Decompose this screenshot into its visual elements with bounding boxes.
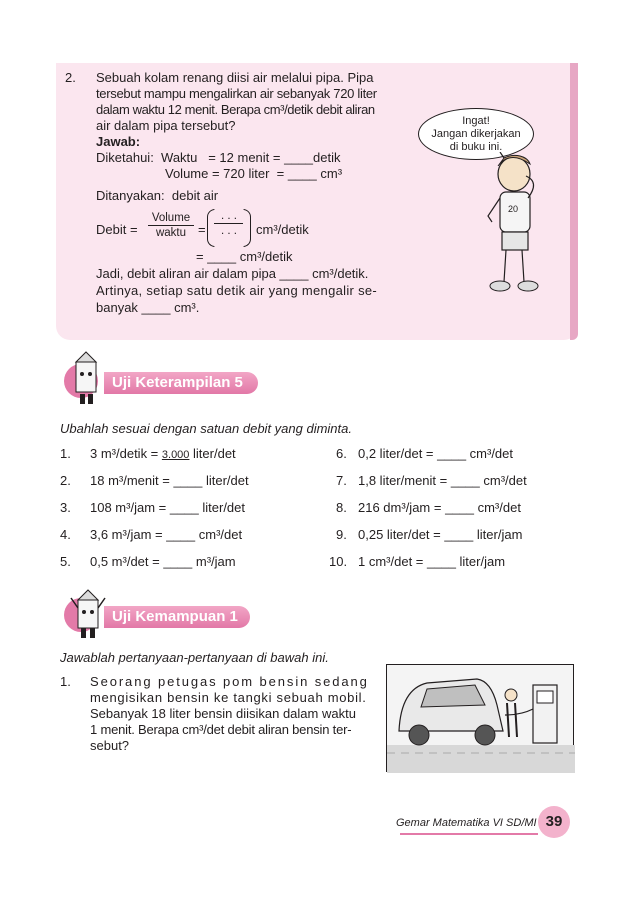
question-line: Seorang petugas pom bensin sedang <box>90 674 369 689</box>
exercise-item: 0,25 liter/det = ____ liter/jam <box>358 527 523 542</box>
example-answer: 3.000 <box>161 449 190 461</box>
exercise-item: 18 m³/menit = ____ liter/det <box>90 473 249 488</box>
debit-label: Debit = <box>96 222 138 237</box>
exercise-number: 2. <box>60 473 71 488</box>
fraction-denominator: waktu <box>155 227 187 239</box>
svg-text:20: 20 <box>508 204 519 214</box>
panel-edge <box>570 63 578 340</box>
exercise-number: 7. <box>336 473 347 488</box>
exercise-number: 10. <box>329 554 348 569</box>
gas-station-illustration <box>386 664 574 772</box>
question-line: Sebanyak 18 liter bensin diisikan dalam waktu <box>90 706 356 721</box>
unit-label: cm³/detik <box>256 222 309 237</box>
conclusion-line: Jadi, debit aliran air dalam pipa ____ cm³/detik. <box>96 266 369 281</box>
question-line: 1 menit. Berapa cm³/det debit aliran bensin ter- <box>90 722 352 737</box>
problem-number: 2. <box>65 70 76 85</box>
exercise-number: 5. <box>60 554 71 569</box>
exercise-item: 0,2 liter/det = ____ cm³/det <box>358 446 514 461</box>
volume-over-time-fraction <box>148 212 194 239</box>
robot-mascot-waving-icon <box>70 588 106 640</box>
exercise-number: 9. <box>336 527 347 542</box>
section-instruction: Jawablah pertanyaan-pertanyaan di bawah ini. <box>60 650 329 665</box>
exercise-number: 1. <box>60 446 71 461</box>
fraction-denominator: . . . <box>221 225 237 237</box>
exercise-item: 108 m³/jam = ____ liter/det <box>90 500 245 515</box>
question-number: 1. <box>60 674 71 689</box>
diketahui-line: Diketahui: Waktu = 12 menit = ____detik <box>96 150 341 165</box>
exercise-item <box>90 446 236 461</box>
dots-fraction <box>214 210 244 237</box>
section-banner <box>104 372 258 394</box>
problem-line: dalam waktu 12 menit. Berapa cm³/detik debit aliran <box>96 102 375 117</box>
exercise-item: 1 cm³/det = ____ liter/jam <box>358 554 506 569</box>
car-and-fuel-pump-drawing <box>387 665 575 773</box>
volume-line: Volume = 720 liter = ____ cm³ <box>165 166 343 181</box>
problem-line: Sebuah kolam renang diisi air melalui pipa. Pipa <box>96 70 374 85</box>
conclusion-line: banyak ____ cm³. <box>96 300 200 315</box>
robot-mascot-icon <box>72 350 102 406</box>
question-line: sebut? <box>90 738 130 753</box>
fraction-numerator: . . . <box>221 210 237 222</box>
section-banner <box>104 606 250 628</box>
problem-line: air dalam pipa tersebut? <box>96 118 236 133</box>
exercise-number: 8. <box>336 500 347 515</box>
exercise-item: 1,8 liter/menit = ____ cm³/det <box>358 473 527 488</box>
footer-rule <box>400 833 538 835</box>
bubble-line: di buku ini. <box>449 141 503 153</box>
jawab-label: Jawab: <box>96 134 141 149</box>
fraction-numerator: Volume <box>151 212 191 224</box>
exercise-item: 216 dm³/jam = ____ cm³/det <box>358 500 521 515</box>
section-title: Uji Keterampilan 5 <box>112 374 243 391</box>
page-number: 39 <box>538 806 570 838</box>
question-line: mengisikan bensin ke tangki sebuah mobil. <box>90 690 367 705</box>
exercise-text: 3 m³/detik = <box>90 446 162 461</box>
bubble-line: Jangan dikerjakan <box>431 128 521 140</box>
conclusion-line: Artinya, setiap satu detik air yang mengalir se- <box>96 283 378 298</box>
book-title: Gemar Matematika VI SD/MI <box>396 817 537 829</box>
exercise-number: 6. <box>336 446 347 461</box>
bubble-line: Ingat! <box>462 115 490 127</box>
problem-line: tersebut mampu mengalirkan air sebanyak 720 liter <box>96 86 377 101</box>
ditanyakan-line: Ditanyakan: debit air <box>96 188 219 203</box>
exercise-number: 3. <box>60 500 71 515</box>
equals-sign: = <box>198 222 206 237</box>
fraction-bar <box>148 225 194 226</box>
section-instruction: Ubahlah sesuai dengan satuan debit yang diminta. <box>60 421 352 436</box>
fraction-bar <box>214 223 244 224</box>
result-line: = ____ cm³/detik <box>196 249 293 264</box>
exercise-unit: liter/det <box>189 446 236 461</box>
exercise-number: 4. <box>60 527 71 542</box>
section-title: Uji Kemampuan 1 <box>112 608 238 625</box>
exercise-item: 3,6 m³/jam = ____ cm³/det <box>90 527 243 542</box>
right-paren <box>243 209 251 247</box>
exercise-item: 0,5 m³/det = ____ m³/jam <box>90 554 236 569</box>
boy-thinking-illustration <box>470 152 570 312</box>
